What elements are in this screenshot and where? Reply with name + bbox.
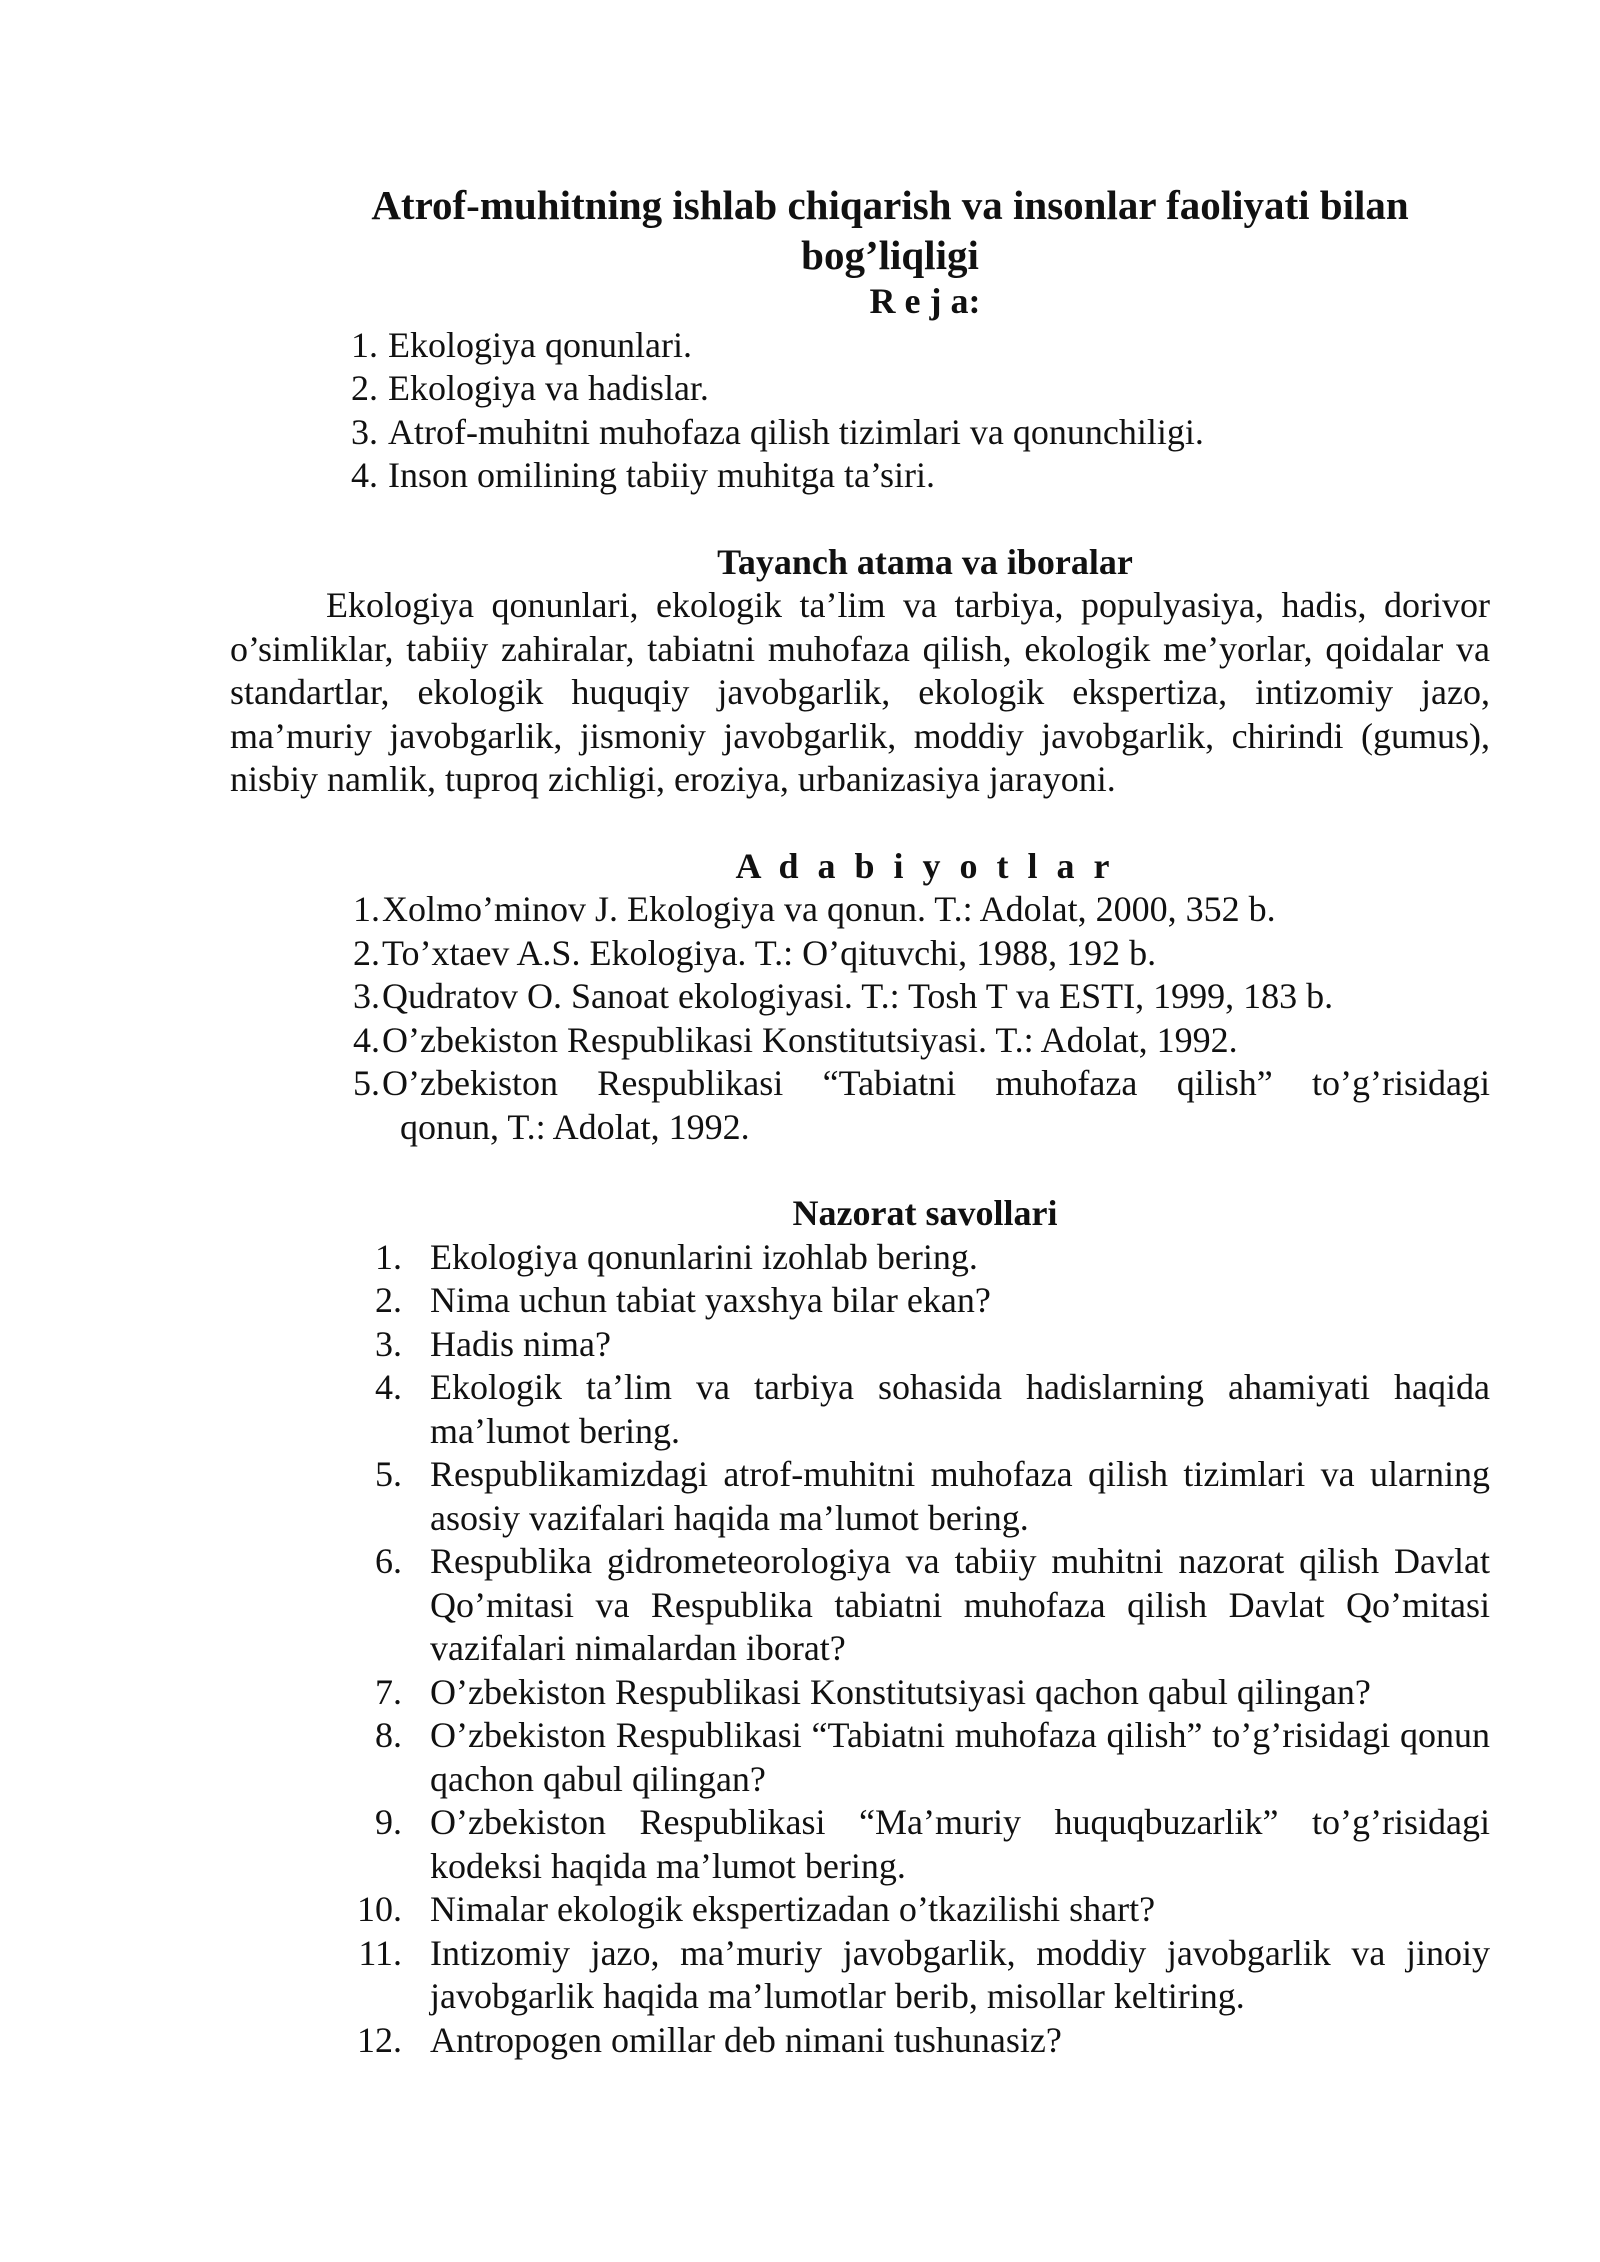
list-item	[350, 1888, 1490, 1932]
list-text: Inson omilining tabiiy muhitga ta’siri.	[388, 455, 935, 495]
adabiyotlar-heading: A d a b i y o t l a r	[735, 845, 1115, 886]
list-text: Atrof-muhitni muhofaza qilish tizimlari va qonunchiligi.	[388, 411, 1204, 452]
list-text: O’zbekiston Respublikasi Konstitutsiyasi qachon qabul qilingan?	[430, 1671, 1371, 1712]
list-number: 4.	[351, 455, 378, 495]
list-item	[350, 1062, 1490, 1149]
list-number: 11.	[358, 1932, 402, 1973]
list-text: Ekologiya qonunlari.	[388, 324, 692, 365]
list-item	[350, 1801, 1490, 1888]
list-item	[350, 1323, 1490, 1367]
list-number: 5.	[353, 1063, 380, 1103]
list-text: Xolmo’minov J. Ekologiya va qonun. T.: Adolat, 2000, 352 b.	[382, 889, 1276, 929]
list-item	[350, 1540, 1490, 1671]
reja-list	[340, 324, 1490, 498]
list-item	[350, 1019, 1490, 1063]
list-number: 10.	[357, 1889, 402, 1929]
document-page	[230, 180, 1490, 2062]
list-text-continuation: qonun, T.: Adolat, 1992.	[400, 1106, 750, 1147]
list-number: 5.	[375, 1454, 402, 1494]
list-text: Nimalar ekologik ekspertizadan o’tkazilishi shart?	[430, 1889, 1156, 1929]
list-text: Hadis nima?	[430, 1323, 611, 1364]
list-number: 2.	[353, 932, 380, 973]
list-item	[340, 367, 1490, 411]
list-item	[350, 1932, 1490, 2019]
adabiyotlar-list	[350, 888, 1490, 1149]
list-number: 4.	[353, 1019, 380, 1060]
list-text: Ekologiya va hadislar.	[388, 368, 709, 408]
list-number: 4.	[375, 1367, 402, 1407]
list-text: O’zbekiston Respublikasi “Tabiatni muhofaza qilish” to’g’risidagi	[382, 1063, 1490, 1103]
list-number: 1.	[351, 324, 378, 365]
list-item	[340, 411, 1490, 455]
list-item	[350, 1236, 1490, 1280]
list-item	[350, 2019, 1490, 2063]
list-text: Respublikamizdagi atrof-muhitni muhofaza qilish tizimlari va ularning asosiy vazifalari haqida ma’lumot bering.	[430, 1454, 1490, 1538]
list-item	[350, 975, 1490, 1019]
list-number: 3.	[351, 411, 378, 452]
list-number: 6.	[375, 1541, 402, 1581]
list-text: Antropogen omillar deb nimani tushunasiz?	[430, 2019, 1062, 2060]
list-text: Nima uchun tabiat yaxshya bilar ekan?	[430, 1280, 991, 1320]
list-text: O’zbekiston Respublikasi “Ma’muriy huquqbuzarlik” to’g’risidagi kodeksi haqida ma’lumot bering.	[430, 1802, 1490, 1886]
list-text: O’zbekiston Respublikasi Konstitutsiyasi. T.: Adolat, 1992.	[382, 1019, 1238, 1060]
list-text: To’xtaev A.S. Ekologiya. T.: O’qituvchi, 1988, 192 b.	[382, 932, 1157, 973]
list-text: Ekologik ta’lim va tarbiya sohasida hadislarning ahamiyati haqida ma’lumot bering.	[430, 1367, 1490, 1451]
list-number: 7.	[375, 1671, 402, 1712]
nazorat-heading: Nazorat savollari	[792, 1193, 1058, 1233]
list-number: 12.	[357, 2019, 402, 2060]
list-text: Respublika gidrometeorologiya va tabiiy muhitni nazorat qilish Davlat Qo’mitasi va Respublika tabiatni muhofaza qilish Davlat Qo’mitasi vazifalari nimalardan iborat?	[430, 1541, 1490, 1668]
tayanch-paragraph: Ekologiya qonunlari, ekologik ta’lim va tarbiya, populyasiya, hadis, dorivor o’simliklar, tabiiy zahiralar, tabiatni muhofaza qilish, ekologik me’yorlar, qoidalar va standartlar, ekologik huquqiy javobgarlik, ekologik ekspertiza, intizomiy jazo, ma’muriy javobgarlik, jismoniy javobgarlik, moddiy javobgarlik, chirindi (gumus), nisbiy namlik, tuproq zichligi, eroziya, urbanizasiya jarayoni.	[230, 585, 1490, 799]
nazorat-list	[350, 1236, 1490, 2063]
reja-heading: R e j a:	[869, 281, 981, 321]
list-item	[350, 932, 1490, 976]
spacer	[230, 1149, 1490, 1192]
list-item	[350, 1671, 1490, 1715]
list-text: Qudratov O. Sanoat ekologiyasi. T.: Tosh T va ESTI, 1999, 183 b.	[382, 976, 1334, 1016]
list-text: O’zbekiston Respublikasi “Tabiatni muhofaza qilish” to’g’risidagi qonun qachon qabul qilingan?	[430, 1715, 1490, 1799]
tayanch-heading: Tayanch atama va iboralar	[717, 541, 1133, 582]
list-number: 1.	[375, 1236, 402, 1277]
list-item	[340, 324, 1490, 368]
list-item	[350, 1366, 1490, 1453]
list-item	[350, 1714, 1490, 1801]
spacer	[230, 802, 1490, 845]
list-text: Ekologiya qonunlarini izohlab bering.	[430, 1236, 978, 1277]
document-title: Atrof-muhitning ishlab chiqarish va insonlar faoliyati bilan bog’liqligi	[371, 182, 1409, 278]
list-item	[350, 1453, 1490, 1540]
list-number: 8.	[375, 1715, 402, 1755]
list-item	[350, 888, 1490, 932]
spacer	[230, 498, 1490, 541]
list-item	[350, 1279, 1490, 1323]
list-number: 2.	[375, 1280, 402, 1320]
list-text: Intizomiy jazo, ma’muriy javobgarlik, moddiy javobgarlik va jinoiy javobgarlik haqida ma’lumotlar berib, misollar keltiring.	[430, 1932, 1490, 2016]
list-number: 2.	[351, 368, 378, 408]
list-number: 3.	[353, 976, 380, 1016]
list-text-block	[382, 1062, 1490, 1149]
list-number: 3.	[375, 1323, 402, 1364]
list-number: 1.	[353, 889, 380, 929]
list-item	[340, 454, 1490, 498]
list-number: 9.	[375, 1802, 402, 1842]
